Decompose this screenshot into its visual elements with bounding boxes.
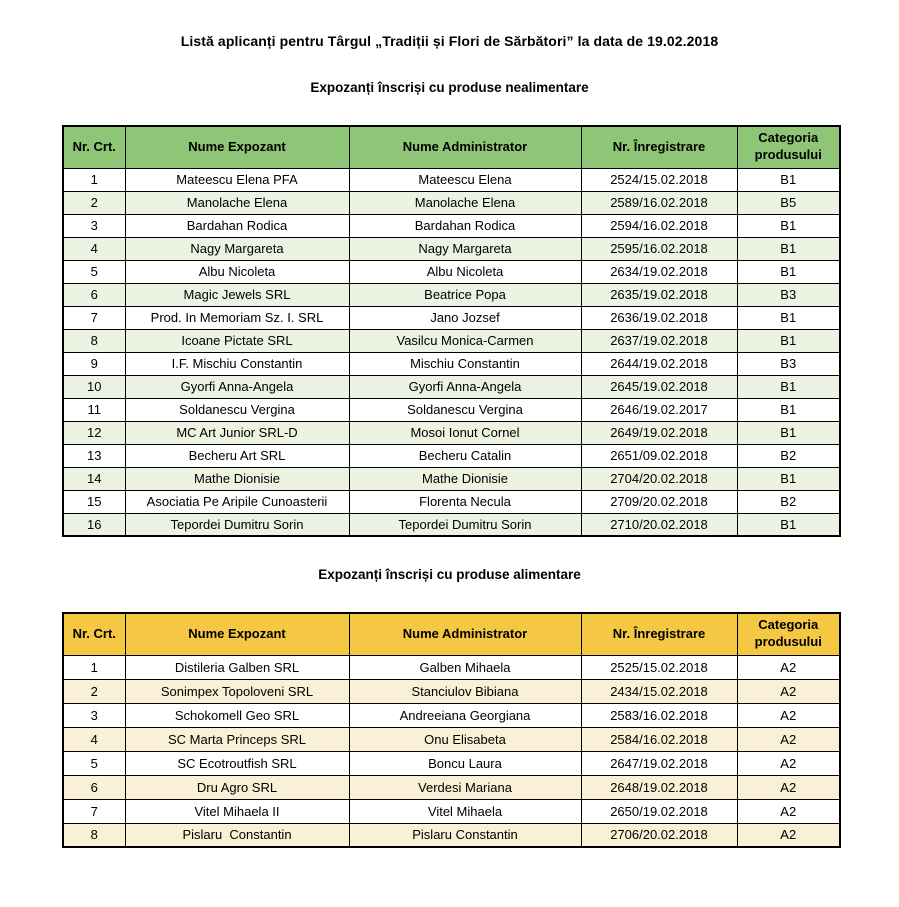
cell-nr-crt: 7 bbox=[63, 799, 125, 823]
cell-nume-expozant: Nagy Margareta bbox=[125, 237, 349, 260]
cell-categoria-produsului: B1 bbox=[737, 214, 840, 237]
cell-nume-expozant: Becheru Art SRL bbox=[125, 444, 349, 467]
header-row bbox=[63, 613, 840, 655]
cell-nume-administrator: Galben Mihaela bbox=[349, 655, 581, 679]
table-row bbox=[63, 421, 840, 444]
cell-nr-crt: 14 bbox=[63, 467, 125, 490]
cell-nr-crt: 15 bbox=[63, 490, 125, 513]
cell-nume-expozant: Sonimpex Topoloveni SRL bbox=[125, 679, 349, 703]
table-row bbox=[63, 467, 840, 490]
cell-nr-crt: 12 bbox=[63, 421, 125, 444]
cell-nume-expozant: Gyorfi Anna-Angela bbox=[125, 375, 349, 398]
cell-nume-administrator: Boncu Laura bbox=[349, 751, 581, 775]
table-alimentare bbox=[62, 612, 841, 848]
cell-nume-administrator: Beatrice Popa bbox=[349, 283, 581, 306]
cell-nr-inregistrare: 2646/19.02.2017 bbox=[581, 398, 737, 421]
cell-nume-administrator: Bardahan Rodica bbox=[349, 214, 581, 237]
section-alimentare bbox=[0, 567, 899, 848]
cell-nr-crt: 16 bbox=[63, 513, 125, 536]
cell-nr-inregistrare: 2651/09.02.2018 bbox=[581, 444, 737, 467]
cell-categoria-produsului: B3 bbox=[737, 283, 840, 306]
table-nealimentare bbox=[62, 125, 841, 537]
cell-nr-inregistrare: 2635/19.02.2018 bbox=[581, 283, 737, 306]
cell-nume-administrator: Albu Nicoleta bbox=[349, 260, 581, 283]
cell-nume-expozant: Albu Nicoleta bbox=[125, 260, 349, 283]
cell-categoria-produsului: B1 bbox=[737, 398, 840, 421]
cell-categoria-produsului: B1 bbox=[737, 513, 840, 536]
table-row bbox=[63, 513, 840, 536]
cell-nr-inregistrare: 2706/20.02.2018 bbox=[581, 823, 737, 847]
cell-nume-administrator: Tepordei Dumitru Sorin bbox=[349, 513, 581, 536]
table-row bbox=[63, 375, 840, 398]
cell-nr-crt: 11 bbox=[63, 398, 125, 421]
document-title: Listă aplicanți pentru Târgul „Tradiții și Flori de Sărbători” la data de 19.02.2018 bbox=[180, 33, 719, 49]
cell-categoria-produsului: A2 bbox=[737, 679, 840, 703]
column-header-categoria-produsului: Categoria produsului bbox=[737, 613, 840, 655]
cell-nr-crt: 4 bbox=[63, 237, 125, 260]
cell-nr-inregistrare: 2594/16.02.2018 bbox=[581, 214, 737, 237]
table-row bbox=[63, 214, 840, 237]
cell-nume-expozant: Soldanescu Vergina bbox=[125, 398, 349, 421]
cell-nume-administrator: Verdesi Mariana bbox=[349, 775, 581, 799]
cell-categoria-produsului: B1 bbox=[737, 375, 840, 398]
cell-nr-crt: 6 bbox=[63, 283, 125, 306]
column-header-nume-expozant: Nume Expozant bbox=[125, 613, 349, 655]
cell-nume-expozant: Mateescu Elena PFA bbox=[125, 168, 349, 191]
cell-nr-inregistrare: 2634/19.02.2018 bbox=[581, 260, 737, 283]
cell-categoria-produsului: A2 bbox=[737, 775, 840, 799]
cell-categoria-produsului: A2 bbox=[737, 751, 840, 775]
column-header-nume-administrator: Nume Administrator bbox=[349, 126, 581, 168]
table-row bbox=[63, 775, 840, 799]
cell-nume-administrator: Mischiu Constantin bbox=[349, 352, 581, 375]
cell-categoria-produsului: B1 bbox=[737, 237, 840, 260]
table-row bbox=[63, 703, 840, 727]
cell-nr-inregistrare: 2524/15.02.2018 bbox=[581, 168, 737, 191]
cell-nume-expozant: Mathe Dionisie bbox=[125, 467, 349, 490]
cell-nr-inregistrare: 2649/19.02.2018 bbox=[581, 421, 737, 444]
cell-nume-administrator: Becheru Catalin bbox=[349, 444, 581, 467]
cell-nr-crt: 1 bbox=[63, 168, 125, 191]
cell-categoria-produsului: B1 bbox=[737, 329, 840, 352]
cell-nume-expozant: Vitel Mihaela II bbox=[125, 799, 349, 823]
column-header-nr-inregistrare: Nr. Înregistrare bbox=[581, 126, 737, 168]
column-header-nume-expozant: Nume Expozant bbox=[125, 126, 349, 168]
table-row bbox=[63, 444, 840, 467]
cell-nr-inregistrare: 2584/16.02.2018 bbox=[581, 727, 737, 751]
cell-nr-inregistrare: 2647/19.02.2018 bbox=[581, 751, 737, 775]
cell-nr-inregistrare: 2650/19.02.2018 bbox=[581, 799, 737, 823]
cell-nume-expozant: Dru Agro SRL bbox=[125, 775, 349, 799]
table-row bbox=[63, 823, 840, 847]
cell-nr-crt: 2 bbox=[63, 679, 125, 703]
cell-categoria-produsului: A2 bbox=[737, 703, 840, 727]
cell-nume-administrator: Nagy Margareta bbox=[349, 237, 581, 260]
cell-nume-administrator: Mathe Dionisie bbox=[349, 467, 581, 490]
cell-categoria-produsului: A2 bbox=[737, 799, 840, 823]
cell-categoria-produsului: B1 bbox=[737, 421, 840, 444]
cell-nr-crt: 1 bbox=[63, 655, 125, 679]
cell-nume-expozant: Schokomell Geo SRL bbox=[125, 703, 349, 727]
cell-nr-crt: 9 bbox=[63, 352, 125, 375]
cell-nume-administrator: Gyorfi Anna-Angela bbox=[349, 375, 581, 398]
table-row bbox=[63, 490, 840, 513]
table-row bbox=[63, 260, 840, 283]
cell-nr-inregistrare: 2644/19.02.2018 bbox=[581, 352, 737, 375]
cell-nr-crt: 10 bbox=[63, 375, 125, 398]
cell-nume-administrator: Jano Jozsef bbox=[349, 306, 581, 329]
cell-nr-crt: 13 bbox=[63, 444, 125, 467]
cell-categoria-produsului: B2 bbox=[737, 444, 840, 467]
table-row bbox=[63, 306, 840, 329]
section-heading-nealimentare: Expozanți înscriși cu produse nealimentare bbox=[310, 80, 589, 95]
cell-nr-crt: 6 bbox=[63, 775, 125, 799]
cell-nr-crt: 3 bbox=[63, 703, 125, 727]
table-row bbox=[63, 655, 840, 679]
cell-nume-administrator: Onu Elisabeta bbox=[349, 727, 581, 751]
cell-nr-inregistrare: 2648/19.02.2018 bbox=[581, 775, 737, 799]
table-row bbox=[63, 237, 840, 260]
cell-nume-expozant: Magic Jewels SRL bbox=[125, 283, 349, 306]
cell-nume-administrator: Mosoi Ionut Cornel bbox=[349, 421, 581, 444]
cell-categoria-produsului: B1 bbox=[737, 467, 840, 490]
table-row bbox=[63, 283, 840, 306]
cell-nr-crt: 8 bbox=[63, 823, 125, 847]
table-row bbox=[63, 751, 840, 775]
cell-nume-administrator: Mateescu Elena bbox=[349, 168, 581, 191]
cell-nume-expozant: Icoane Pictate SRL bbox=[125, 329, 349, 352]
cell-nr-crt: 7 bbox=[63, 306, 125, 329]
cell-categoria-produsului: A2 bbox=[737, 727, 840, 751]
cell-nr-inregistrare: 2583/16.02.2018 bbox=[581, 703, 737, 727]
table-row bbox=[63, 799, 840, 823]
cell-nume-administrator: Manolache Elena bbox=[349, 191, 581, 214]
cell-categoria-produsului: B3 bbox=[737, 352, 840, 375]
cell-categoria-produsului: A2 bbox=[737, 823, 840, 847]
cell-nume-administrator: Stanciulov Bibiana bbox=[349, 679, 581, 703]
cell-nr-inregistrare: 2636/19.02.2018 bbox=[581, 306, 737, 329]
column-header-nume-administrator: Nume Administrator bbox=[349, 613, 581, 655]
cell-nume-expozant: Tepordei Dumitru Sorin bbox=[125, 513, 349, 536]
cell-categoria-produsului: B2 bbox=[737, 490, 840, 513]
cell-nr-inregistrare: 2645/19.02.2018 bbox=[581, 375, 737, 398]
table-row bbox=[63, 398, 840, 421]
cell-nr-inregistrare: 2595/16.02.2018 bbox=[581, 237, 737, 260]
cell-nr-crt: 4 bbox=[63, 727, 125, 751]
cell-nr-inregistrare: 2434/15.02.2018 bbox=[581, 679, 737, 703]
cell-nr-inregistrare: 2710/20.02.2018 bbox=[581, 513, 737, 536]
column-header-nr-crt: Nr. Crt. bbox=[63, 126, 125, 168]
cell-nr-crt: 5 bbox=[63, 260, 125, 283]
cell-nume-administrator: Vasilcu Monica-Carmen bbox=[349, 329, 581, 352]
cell-nume-expozant: MC Art Junior SRL-D bbox=[125, 421, 349, 444]
cell-nume-administrator: Florenta Necula bbox=[349, 490, 581, 513]
cell-nume-expozant: SC Ecotroutfish SRL bbox=[125, 751, 349, 775]
cell-nr-crt: 5 bbox=[63, 751, 125, 775]
section-nealimentare bbox=[0, 80, 899, 537]
column-header-categoria-produsului: Categoria produsului bbox=[737, 126, 840, 168]
cell-nume-administrator: Vitel Mihaela bbox=[349, 799, 581, 823]
table-row bbox=[63, 352, 840, 375]
cell-nume-expozant: Distileria Galben SRL bbox=[125, 655, 349, 679]
cell-nr-inregistrare: 2589/16.02.2018 bbox=[581, 191, 737, 214]
cell-categoria-produsului: B1 bbox=[737, 260, 840, 283]
cell-nr-inregistrare: 2525/15.02.2018 bbox=[581, 655, 737, 679]
cell-nume-expozant: Prod. In Memoriam Sz. I. SRL bbox=[125, 306, 349, 329]
cell-nume-expozant: Bardahan Rodica bbox=[125, 214, 349, 237]
table-row bbox=[63, 727, 840, 751]
table-row bbox=[63, 168, 840, 191]
table-row bbox=[63, 191, 840, 214]
cell-nume-expozant: SC Marta Princeps SRL bbox=[125, 727, 349, 751]
column-header-nr-inregistrare: Nr. Înregistrare bbox=[581, 613, 737, 655]
cell-nume-administrator: Soldanescu Vergina bbox=[349, 398, 581, 421]
cell-nr-crt: 3 bbox=[63, 214, 125, 237]
cell-nr-crt: 8 bbox=[63, 329, 125, 352]
cell-nume-expozant: Asociatia Pe Aripile Cunoasterii bbox=[125, 490, 349, 513]
section-heading-alimentare: Expozanți înscriși cu produse alimentare bbox=[318, 567, 581, 582]
cell-nume-administrator: Pislaru Constantin bbox=[349, 823, 581, 847]
header-row bbox=[63, 126, 840, 168]
cell-nume-expozant: Manolache Elena bbox=[125, 191, 349, 214]
cell-categoria-produsului: B5 bbox=[737, 191, 840, 214]
cell-nr-inregistrare: 2637/19.02.2018 bbox=[581, 329, 737, 352]
cell-nr-inregistrare: 2704/20.02.2018 bbox=[581, 467, 737, 490]
table-row bbox=[63, 329, 840, 352]
column-header-nr-crt: Nr. Crt. bbox=[63, 613, 125, 655]
cell-nume-administrator: Andreeiana Georgiana bbox=[349, 703, 581, 727]
cell-categoria-produsului: B1 bbox=[737, 168, 840, 191]
cell-nume-expozant: I.F. Mischiu Constantin bbox=[125, 352, 349, 375]
table-row bbox=[63, 679, 840, 703]
cell-nume-expozant: Pislaru Constantin bbox=[125, 823, 349, 847]
cell-categoria-produsului: A2 bbox=[737, 655, 840, 679]
cell-nr-inregistrare: 2709/20.02.2018 bbox=[581, 490, 737, 513]
cell-nr-crt: 2 bbox=[63, 191, 125, 214]
cell-categoria-produsului: B1 bbox=[737, 306, 840, 329]
